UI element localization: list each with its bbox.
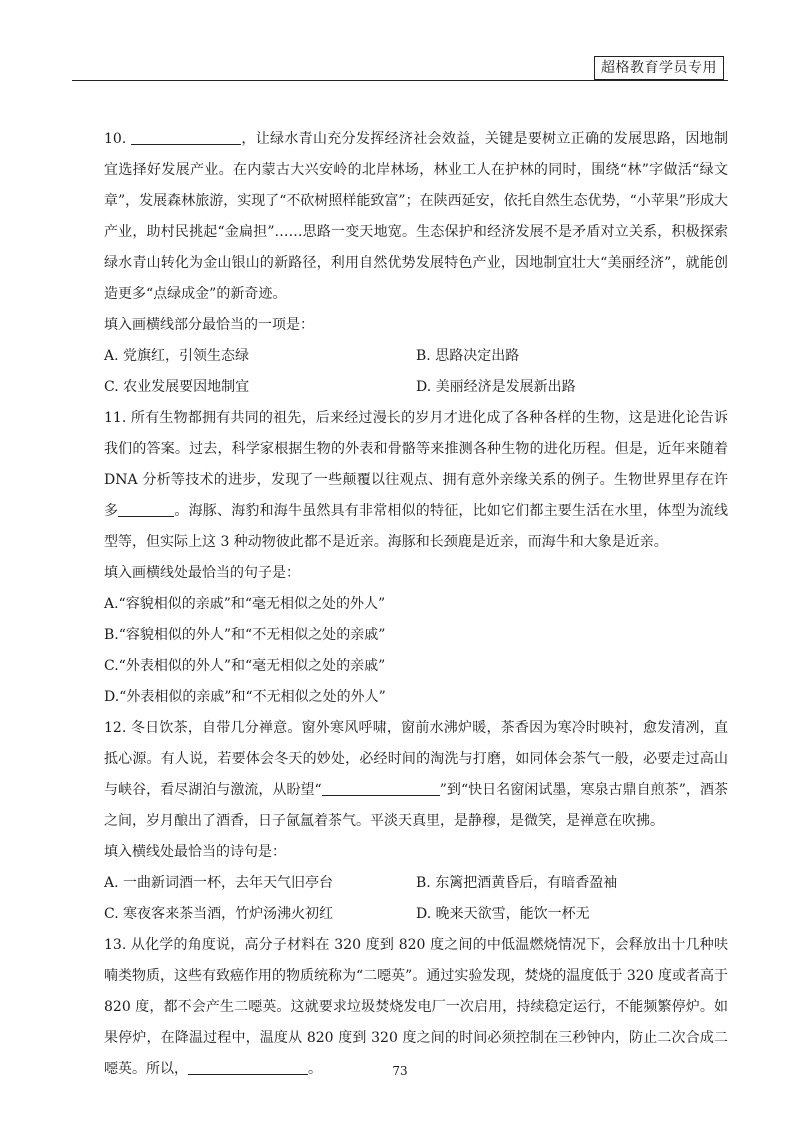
option-c: C. 农业发展要因地制宜 — [104, 379, 250, 395]
question-10-number: 10. — [104, 131, 127, 147]
option-d: D. 晚来天欲雪，能饮一杯无 — [416, 906, 590, 922]
question-13 — [104, 930, 728, 1085]
page-content — [104, 124, 728, 1085]
question-12 — [104, 713, 728, 837]
question-10-text: ，让绿水青山充分发挥经济社会效益，关键是要树立正确的发展思路，因地制宜选择好发展产业。在内蒙古大兴安岭的北岸林场，林业工人在护林的同时，围绕“林”字做活“绿文章”，发展森林旅游，实现了“不砍树照样能致富”；在陕西延安，依托自然生态优势，“小苹果”形成大产业，助村民挑起“金扁担”……思路一变天地宽。生态保护和经济发展不是矛盾对立关系，积极探索绿水青山转化为金山银山的新路径，利用自然优势发展特色产业，因地制宜壮大“美丽经济”，就能创造更多“点绿成金”的新奇迹。 — [104, 131, 729, 302]
header-badge: 超格教育学员专用 — [594, 56, 724, 80]
question-12-options-row-1 — [104, 868, 728, 899]
option-d: D.“外表相似的亲戚”和“不无相似之处的外人” — [104, 689, 386, 705]
question-10-options-row-1 — [104, 341, 728, 372]
option-a: A.“容貌相似的亲戚”和“毫无相似之处的外人” — [104, 596, 386, 612]
answer-blank — [131, 126, 241, 145]
option-b: B.“容貌相似的外人”和“不无相似之处的亲戚” — [104, 627, 386, 643]
option-b: B. 东篱把酒黄昏后，有暗香盈袖 — [416, 875, 618, 891]
question-11-prompt: 填入画横线处最恰当的句子是： — [104, 565, 300, 581]
answer-blank — [322, 777, 440, 796]
option-b: B. 思路决定出路 — [416, 348, 520, 364]
header-rule — [72, 80, 728, 81]
question-11-text-before: 11. 所有生物都拥有共同的祖先，后来经过漫长的岁月才进化成了各种各样的生物，这是进化论告诉我们的答案。过去，科学家根据生物的外表和骨骼等来推测各种生物的进化历程。但是，近年来随着 DNA 分析等技术的进步，发现了一些颠覆以往观点、拥有意外亲缘关系的例子。生物世界里存在许多 — [104, 410, 728, 519]
answer-blank — [118, 498, 174, 517]
question-11 — [104, 403, 728, 558]
question-12-text-before: 12. 冬日饮茶，自带几分禅意。窗外寒风呼啸，窗前水沸炉暖，茶香因为寒冷时映衬，愈发清冽，直抵心源。有人说，若要体会冬天的妙处，必经时间的淘洗与打磨，如同体会茶气一般，必要走过高山与峡谷，看尽湖泊与激流，从盼望“ — [104, 720, 728, 798]
option-a: A. 党旗红，引领生态绿 — [104, 348, 250, 364]
question-13-text-before: 13. 从化学的角度说，高分子材料在 320 度到 820 度之间的中低温燃烧情况下，会释放出十几种呋喃类物质，这些有致癌作用的物质统称为“二噁英”。通过实验发现，焚烧的温度低于 320 度或者高于 820 度，都不会产生二噁英。这就要求垃圾焚烧发电厂一次启用，持续稳定运行，不能频繁停炉。如果停炉，在降温过程中，温度从 820 度到 320 度之间的时间必须控制在三秒钟内，防止二次合成二噁英。所以， — [104, 937, 728, 1077]
question-10-options-row-2 — [104, 372, 728, 403]
question-13-text-after: 。 — [308, 1061, 322, 1077]
page-number: 73 — [392, 1064, 408, 1078]
question-12-text-after: ”到“快日名窗闲试墨，寒泉古鼎自煎茶”，酒茶之间，岁月酿出了酒香，日子氤氲着茶气。平淡天真里，是静穆，是微笑，是禅意在吹拂。 — [104, 782, 728, 829]
question-12-options-row-2 — [104, 899, 728, 930]
question-11-text-after: 。海豚、海豹和海牛虽然具有非常相似的特征，比如它们都主要生活在水里，体型为流线型等，但实际上这 3 种动物彼此都不是近亲。海豚和长颈鹿是近亲，而海牛和大象是近亲。 — [104, 503, 729, 550]
option-a: A. 一曲新词酒一杯，去年天气旧亭台 — [104, 875, 334, 891]
option-c: C.“外表相似的外人”和“毫无相似之处的亲戚” — [104, 658, 386, 674]
question-10 — [104, 124, 728, 310]
option-d: D. 美丽经济是发展新出路 — [416, 379, 576, 395]
question-12-prompt: 填入横线处最恰当的诗句是： — [104, 844, 286, 860]
question-10-prompt: 填入画横线部分最恰当的一项是： — [104, 317, 314, 333]
option-c: C. 寒夜客来茶当酒，竹炉汤沸火初红 — [104, 906, 334, 922]
